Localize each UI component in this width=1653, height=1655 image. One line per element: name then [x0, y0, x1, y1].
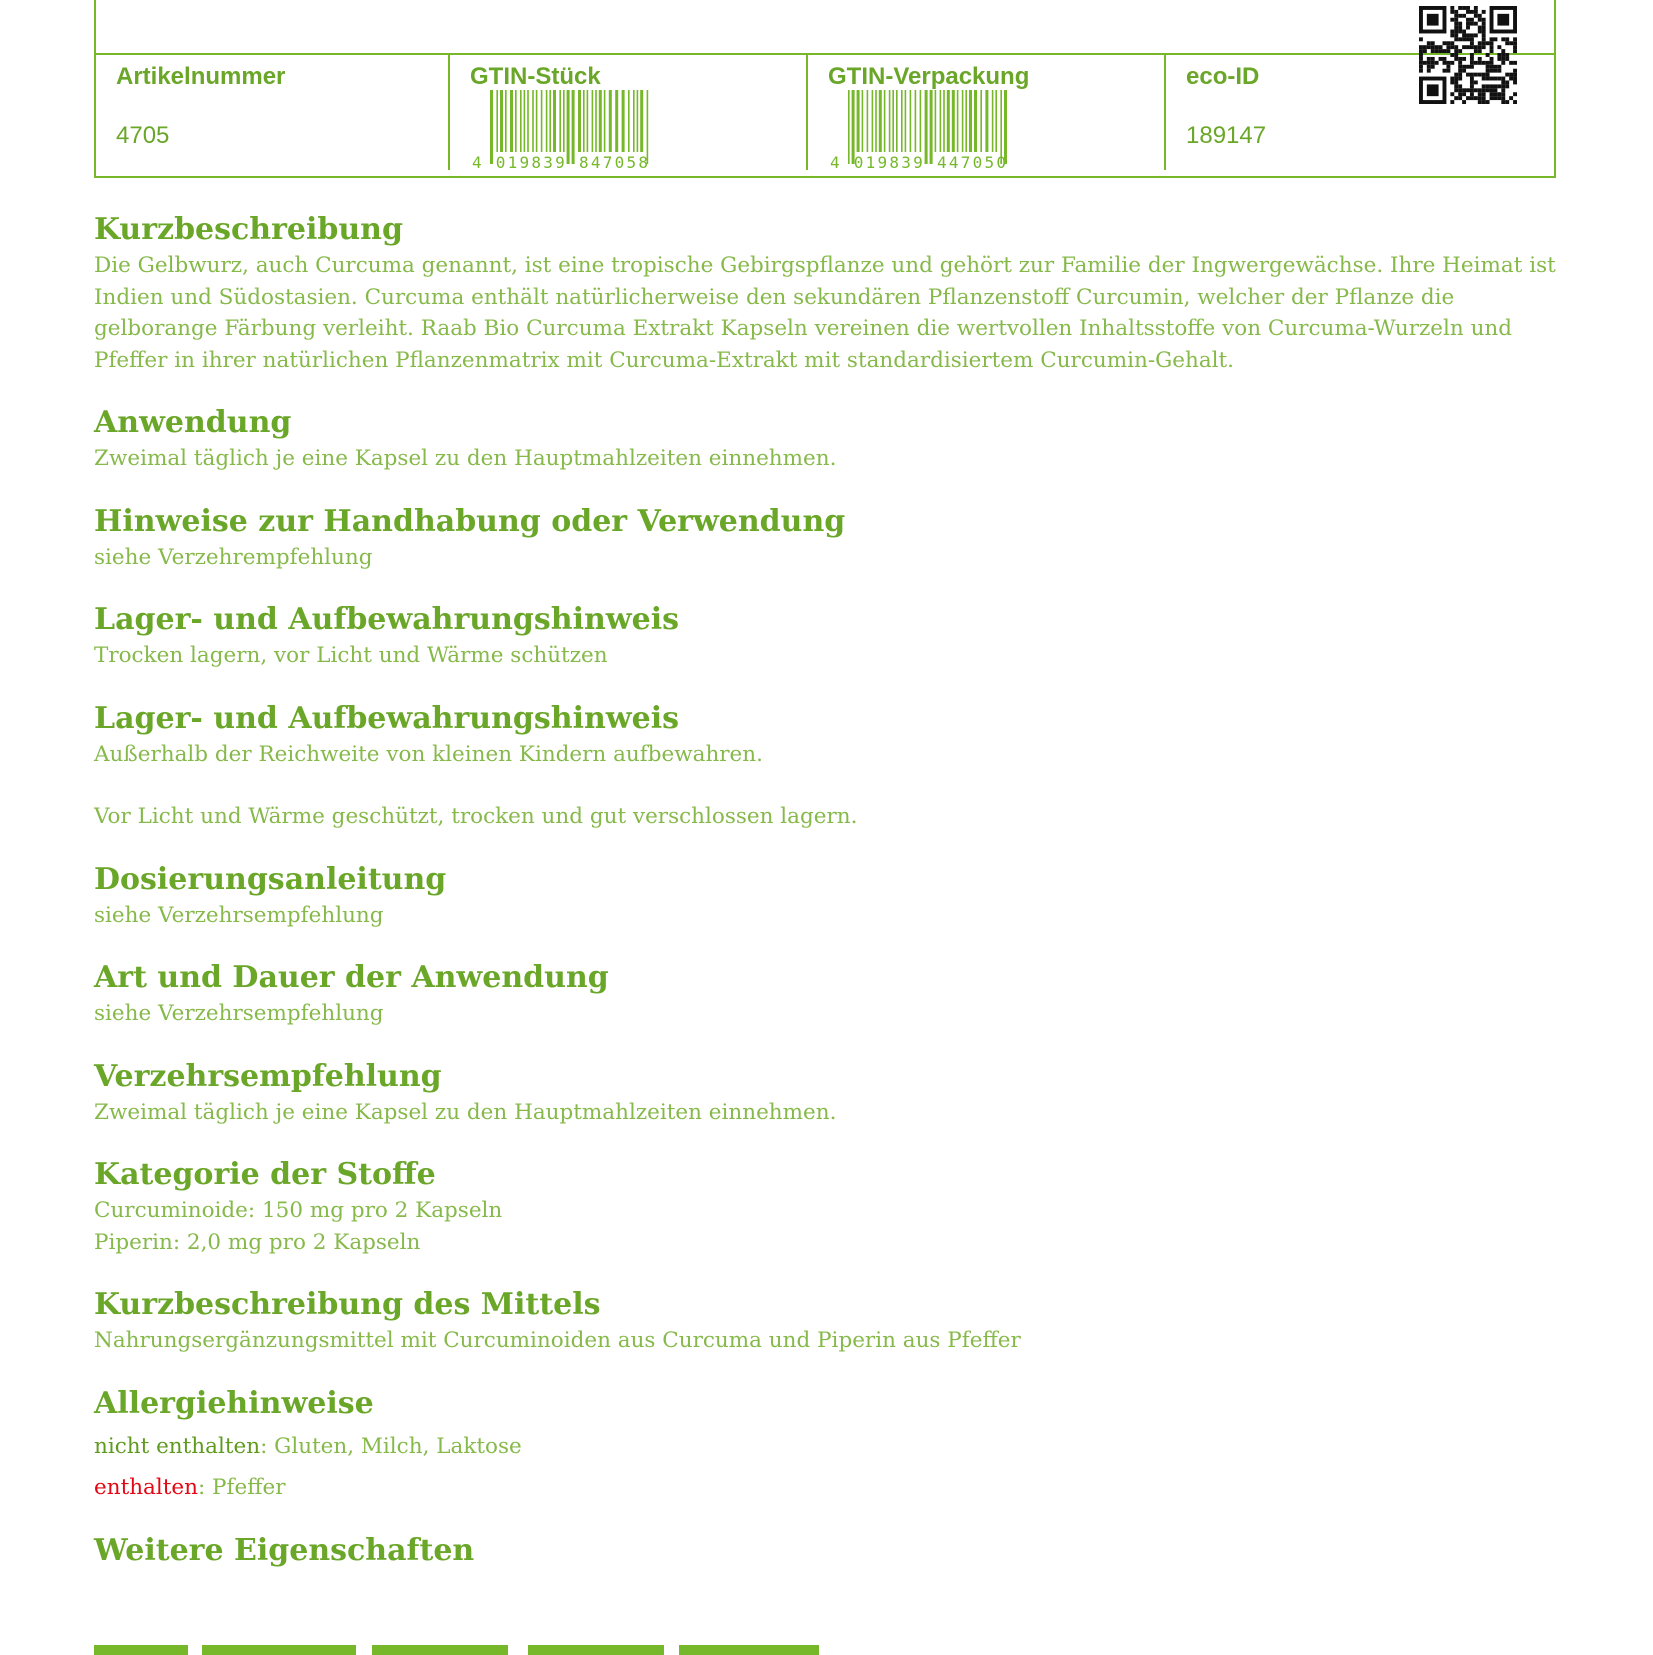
section-text: Vor Licht und Wärme geschützt, trocken und gut verschlossen lagern. [94, 804, 858, 829]
section-allergies [94, 1384, 1564, 1504]
section-heading: Weitere Eigenschaften [94, 1532, 475, 1568]
section-text: siehe Verzehrempfehlung [94, 544, 373, 570]
gtin-pack-label: GTIN-Verpackung [828, 63, 1030, 90]
qr-code [1419, 6, 1517, 104]
section-dosage [94, 860, 1564, 932]
section-text: Zweimal täglich je eine Kapsel zu den Hauptmahlzeiten einnehmen. [94, 1099, 837, 1125]
section-handling [94, 502, 1564, 574]
section-text: Zweimal täglich je eine Kapsel zu den Hauptmahlzeiten einnehmen. [94, 446, 837, 471]
section-heading: Lager- und Aufbewahrungshinweis [94, 602, 679, 637]
section-usage [94, 403, 1564, 475]
section-text: Nahrungsergänzungsmittel mit Curcuminoiden aus Curcuma und Piperin aus Pfeffer [94, 1328, 1021, 1353]
section-heading: Art und Dauer der Anwendung [94, 960, 609, 995]
section-heading: Dosierungsanleitung [94, 861, 447, 897]
section-text: Außerhalb der Reichweite von kleinen Kindern aufbewahren. [94, 741, 763, 767]
article-number-value: 4705 [116, 122, 170, 149]
eco-id-value: 189147 [1186, 122, 1267, 149]
allergy-contained [94, 1472, 1564, 1504]
article-number-cell [96, 55, 450, 170]
section-storage-2 [94, 699, 1564, 833]
section-heading: Hinweise zur Handhabung oder Verwendung [94, 503, 846, 539]
gtin-pack-cell [808, 55, 1166, 170]
property-badge [679, 1645, 819, 1655]
barcode-digits: 4 019839 847058 [472, 153, 648, 170]
property-badge [202, 1645, 356, 1655]
section-substance-category [94, 1155, 1564, 1258]
allergy-not-contained-value: : Gluten, Milch, Laktose [260, 1433, 522, 1459]
article-number-label: Artikelnummer [116, 63, 286, 90]
section-text: Trocken lagern, vor Licht und Wärme schützen [94, 643, 608, 668]
section-heading: Allergiehinweise [94, 1385, 374, 1421]
property-badge [372, 1645, 508, 1655]
barcode-digits: 4 019839 447050 [830, 153, 1006, 170]
section-text: Curcuminoide: 150 mg pro 2 Kapseln [94, 1198, 503, 1223]
section-product-summary [94, 1285, 1564, 1357]
product-info-table [94, 0, 1556, 178]
section-duration [94, 958, 1564, 1030]
section-storage-1 [94, 600, 1564, 672]
product-details [94, 210, 1564, 1571]
section-more-properties [94, 1531, 1564, 1571]
gtin-piece-label: GTIN-Stück [470, 63, 601, 90]
section-text: Piperin: 2,0 mg pro 2 Kapseln [94, 1229, 421, 1255]
property-badge [528, 1645, 664, 1655]
allergy-not-contained [94, 1431, 1564, 1463]
section-heading: Lager- und Aufbewahrungshinweis [94, 700, 679, 736]
property-badge [94, 1645, 188, 1655]
allergy-not-contained-label: nicht enthalten [94, 1433, 261, 1459]
section-heading: Kurzbeschreibung [94, 212, 403, 247]
gtin-pack-barcode [828, 90, 1008, 170]
section-heading: Anwendung [94, 405, 292, 440]
gtin-piece-barcode [470, 90, 650, 170]
section-heading: Kategorie der Stoffe [94, 1157, 436, 1192]
section-text: Die Gelbwurz, auch Curcuma genannt, ist eine tropische Gebirgspflanze und gehört zur Familie der Ingwergewächse. Ihre Heimat ist Indien und Südostasien. Curcuma enthält natürlicherweise den sekundären Pflanzenstoff Curcumin, welcher der Pflanze die gelborange Färbung verleiht. Raab Bio Curcuma Extrakt Kapseln vereinen die wertvollen Inhaltsstoffe von Curcuma-Wurzeln und Pfeffer in ihrer natürlichen Pflanzenmatrix mit Curcuma-Extrakt mit standardisiertem Curcumin-Gehalt. [94, 253, 1556, 373]
gtin-piece-cell [450, 55, 808, 170]
section-text: siehe Verzehrsempfehlung [94, 902, 384, 928]
section-heading: Kurzbeschreibung des Mittels [94, 1287, 601, 1322]
allergy-contained-value: : Pfeffer [197, 1475, 286, 1500]
allergy-contained-label: enthalten [94, 1475, 198, 1500]
section-recommendation [94, 1057, 1564, 1129]
eco-id-label: eco-ID [1186, 63, 1260, 90]
section-heading: Verzehrsempfehlung [94, 1058, 442, 1094]
section-short-description [94, 210, 1564, 376]
section-text: siehe Verzehrsempfehlung [94, 1001, 384, 1026]
